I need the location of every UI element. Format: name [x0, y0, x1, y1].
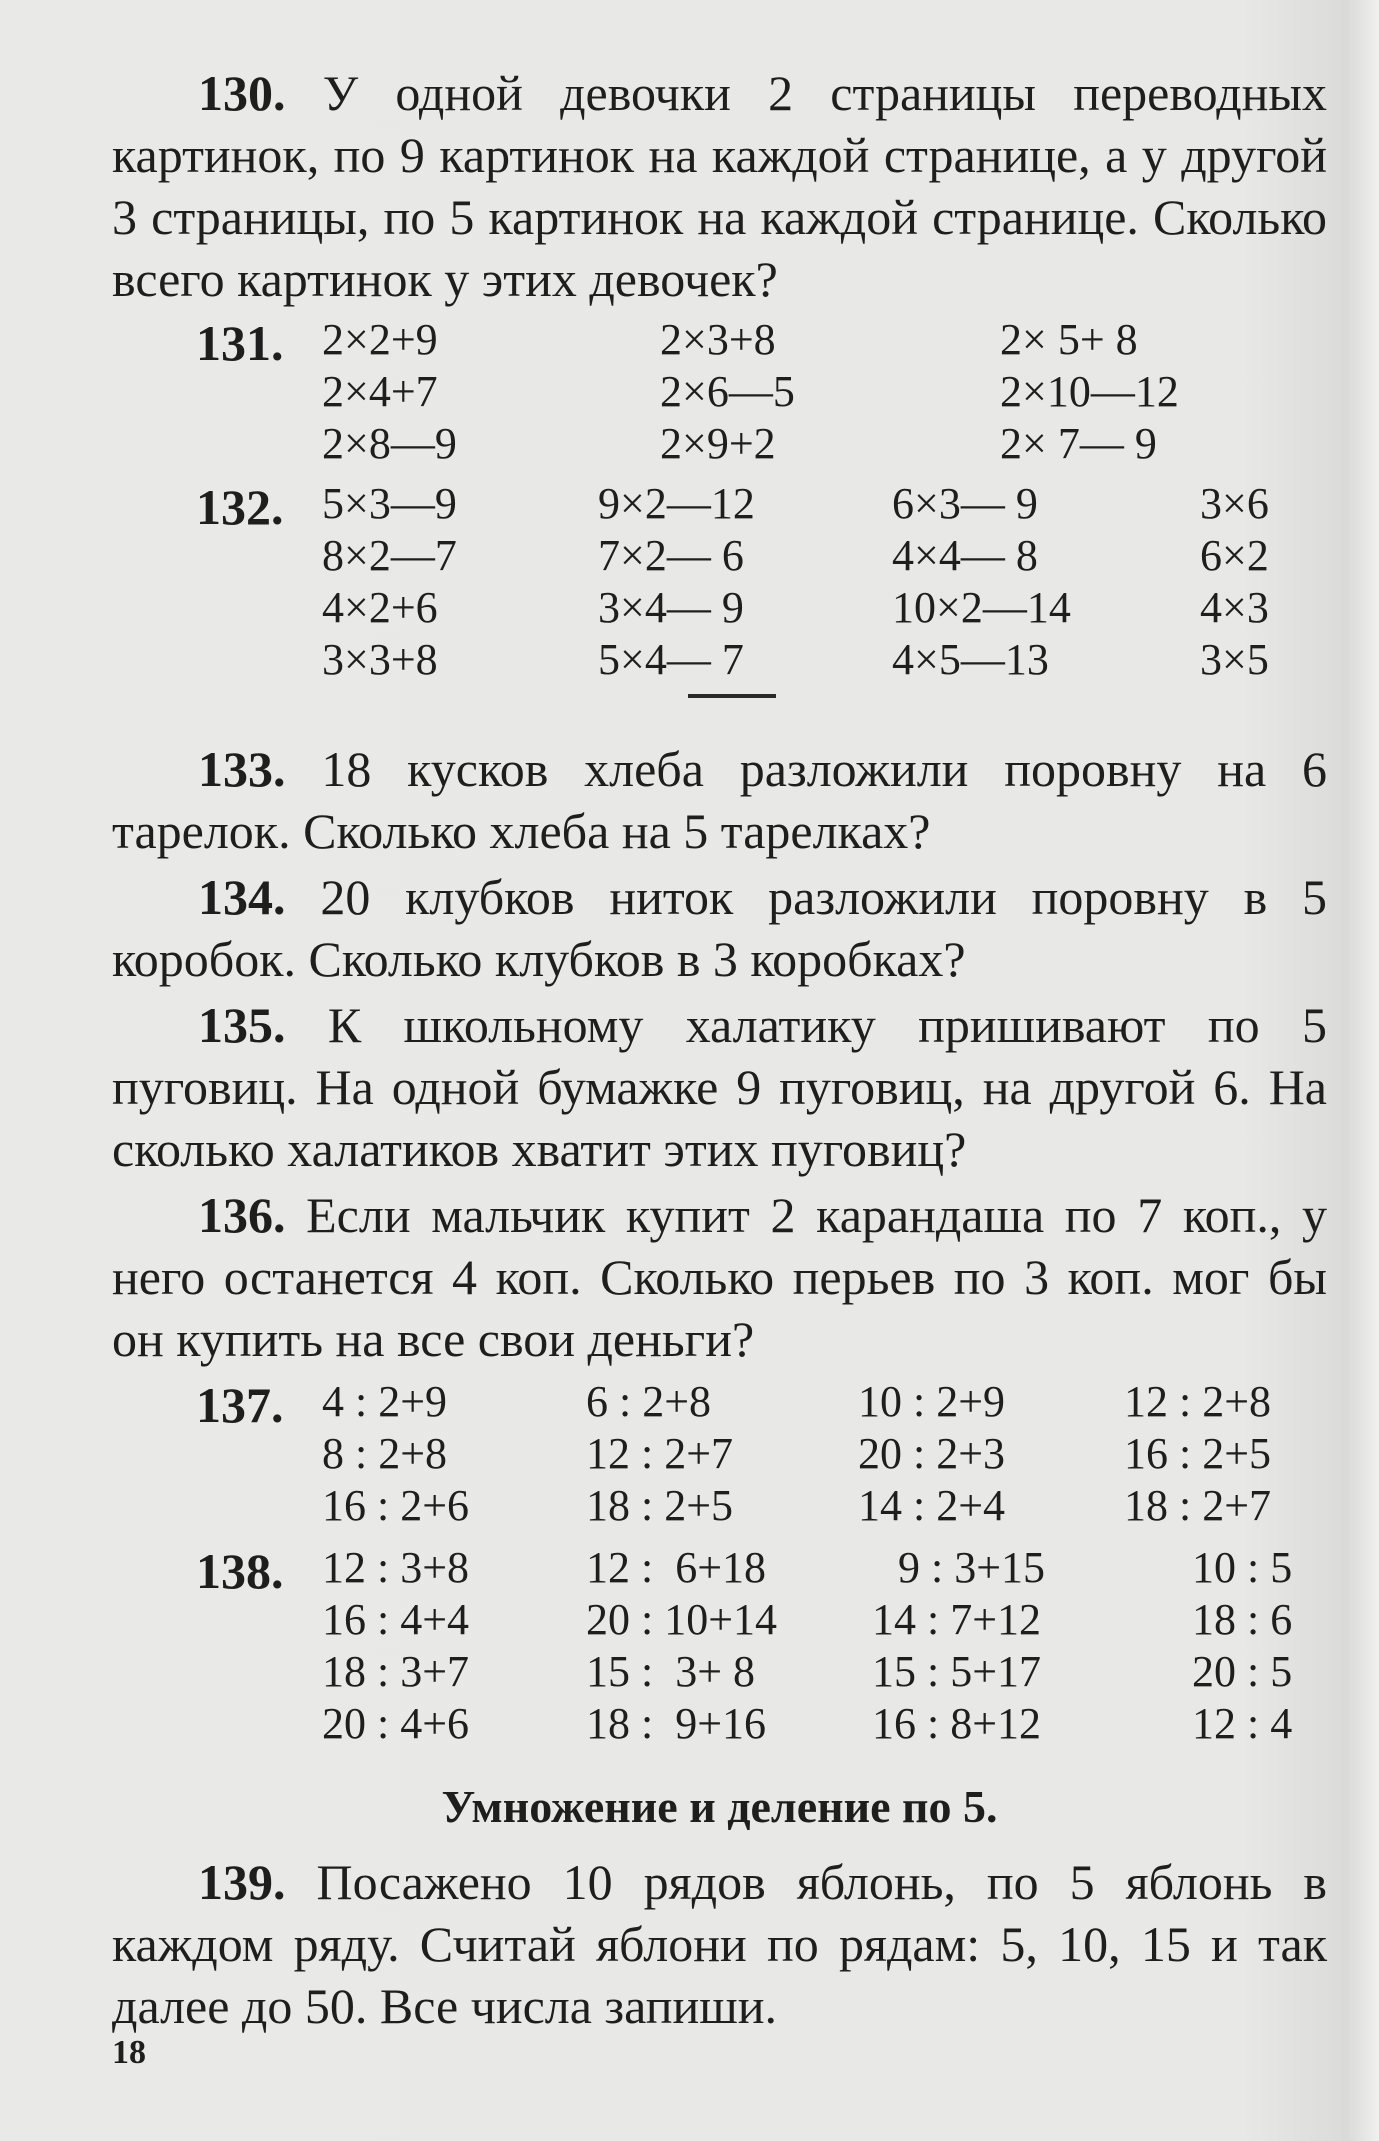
exercise-row — [112, 1698, 1327, 1750]
problem-number: 136. — [198, 1187, 286, 1243]
expression: 14 : 7+12 — [872, 1595, 1042, 1644]
problem-number: 139. — [198, 1854, 286, 1910]
expression: 2×4+7 — [322, 367, 438, 416]
expression: 2×10—12 — [1000, 367, 1179, 416]
expression: 8×2—7 — [322, 531, 457, 580]
exercise-number: 137. — [196, 1377, 284, 1433]
problem-text: К школьному халатику пришивают по 5 пуговиц. На одной бумажке 9 пуговиц, на другой 6. На сколько халатиков хватит этих пуговиц? — [112, 997, 1327, 1177]
expression: 20 : 10+14 — [586, 1595, 778, 1644]
problem-136 — [112, 1184, 1327, 1370]
problem-text: 18 кусков хлеба разложили поровну на 6 тарелок. Сколько хлеба на 5 тарелках? — [112, 741, 1328, 859]
exercise-137 — [112, 1376, 1327, 1532]
problem-number: 134. — [198, 869, 286, 925]
expression: 5×4— 7 — [598, 635, 744, 684]
problem-133 — [112, 738, 1327, 862]
expression: 16 : 2+5 — [1124, 1429, 1272, 1478]
expression: 4×2+6 — [322, 583, 438, 632]
expression: 10 : 2+9 — [858, 1377, 1006, 1426]
problem-text: Если мальчик купит 2 карандаша по 7 коп., у него останется 4 коп. Сколько перьев по 3 коп. мог бы он купить на все свои деньги? — [112, 1187, 1327, 1367]
problem-139 — [112, 1851, 1327, 2037]
problem-number: 133. — [198, 741, 286, 797]
expression: 6×3— 9 — [892, 479, 1038, 528]
expression: 4×3 — [1200, 583, 1269, 632]
exercise-132 — [112, 478, 1327, 686]
expression: 20 : 4+6 — [322, 1699, 470, 1748]
expression: 12 : 4 — [1192, 1699, 1293, 1748]
expression: 18 : 9+16 — [586, 1699, 767, 1748]
expression: 18 : 3+7 — [322, 1647, 470, 1696]
exercise-row — [112, 530, 1327, 582]
exercise-row — [112, 582, 1327, 634]
expression: 9 : 3+15 — [898, 1543, 1046, 1592]
page-content — [112, 62, 1327, 2041]
page-number: 18 — [112, 2034, 146, 2071]
expression: 15 : 3+ 8 — [586, 1647, 756, 1696]
problem-134 — [112, 866, 1327, 990]
expression: 20 : 2+3 — [858, 1429, 1006, 1478]
expression: 6 : 2+8 — [586, 1377, 712, 1426]
expression: 2×3+8 — [660, 315, 776, 364]
exercise-row — [112, 418, 1327, 470]
expression: 4×4— 8 — [892, 531, 1038, 580]
expression: 2×9+2 — [660, 419, 776, 468]
expression: 4 : 2+9 — [322, 1377, 448, 1426]
expression: 2×8—9 — [322, 419, 457, 468]
exercise-row — [112, 1542, 1327, 1594]
expression: 2× 5+ 8 — [1000, 315, 1138, 364]
expression: 9×2—12 — [598, 479, 755, 528]
problem-text: 20 клубков ниток разложили поровну в 5 коробок. Сколько клубков в 3 коробках? — [112, 869, 1328, 987]
exercise-row — [112, 1428, 1327, 1480]
problem-text: Посажено 10 рядов яблонь, по 5 яблонь в каждом ряду. Считай яблони по рядам: 5, 10, 15 и так далее до 50. Все числа запиши. — [112, 1854, 1327, 2034]
problem-135 — [112, 994, 1327, 1180]
expression: 16 : 4+4 — [322, 1595, 470, 1644]
exercise-138 — [112, 1542, 1327, 1750]
exercise-row — [112, 1646, 1327, 1698]
expression: 10 : 5 — [1192, 1543, 1293, 1592]
expression: 3×5 — [1200, 635, 1269, 684]
expression: 15 : 5+17 — [872, 1647, 1042, 1696]
expression: 12 : 2+7 — [586, 1429, 734, 1478]
expression: 8 : 2+8 — [322, 1429, 448, 1478]
expression: 20 : 5 — [1192, 1647, 1293, 1696]
expression: 6×2 — [1200, 531, 1269, 580]
exercise-row — [112, 314, 1327, 366]
expression: 2×6—5 — [660, 367, 795, 416]
exercise-row — [112, 1594, 1327, 1646]
expression: 3×3+8 — [322, 635, 438, 684]
expression: 5×3—9 — [322, 479, 457, 528]
exercise-number: 132. — [196, 479, 284, 535]
section-divider — [688, 694, 776, 698]
exercise-row — [112, 478, 1327, 530]
page-edge-shadow — [1345, 0, 1379, 2141]
expression: 4×5—13 — [892, 635, 1049, 684]
problem-text: У одной девочки 2 страницы переводных картинок, по 9 картинок на каждой странице, а у другой 3 страницы, по 5 картинок на каждой странице. Сколько всего картинок у этих девочек? — [112, 65, 1327, 307]
exercise-row — [112, 366, 1327, 418]
expression: 3×4— 9 — [598, 583, 744, 632]
expression: 16 : 2+6 — [322, 1481, 470, 1530]
expression: 14 : 2+4 — [858, 1481, 1006, 1530]
expression: 18 : 2+5 — [586, 1481, 734, 1530]
exercise-row — [112, 1480, 1327, 1532]
expression: 12 : 6+18 — [586, 1543, 767, 1592]
problem-130 — [112, 62, 1327, 310]
expression: 18 : 6 — [1192, 1595, 1293, 1644]
problem-number: 130. — [198, 65, 286, 121]
expression: 2× 7— 9 — [1000, 419, 1157, 468]
section-heading: Умножение и деление по 5. — [441, 1781, 998, 1832]
expression: 10×2—14 — [892, 583, 1071, 632]
exercise-row — [112, 634, 1327, 686]
expression: 12 : 3+8 — [322, 1543, 470, 1592]
expression: 16 : 8+12 — [872, 1699, 1042, 1748]
expression: 7×2— 6 — [598, 531, 744, 580]
expression: 12 : 2+8 — [1124, 1377, 1272, 1426]
exercise-number: 131. — [196, 315, 284, 371]
exercise-131 — [112, 314, 1327, 470]
expression: 2×2+9 — [322, 315, 438, 364]
expression: 18 : 2+7 — [1124, 1481, 1272, 1530]
exercise-row — [112, 1376, 1327, 1428]
exercise-number: 138. — [196, 1543, 284, 1599]
problem-number: 135. — [198, 997, 286, 1053]
expression: 3×6 — [1200, 479, 1269, 528]
